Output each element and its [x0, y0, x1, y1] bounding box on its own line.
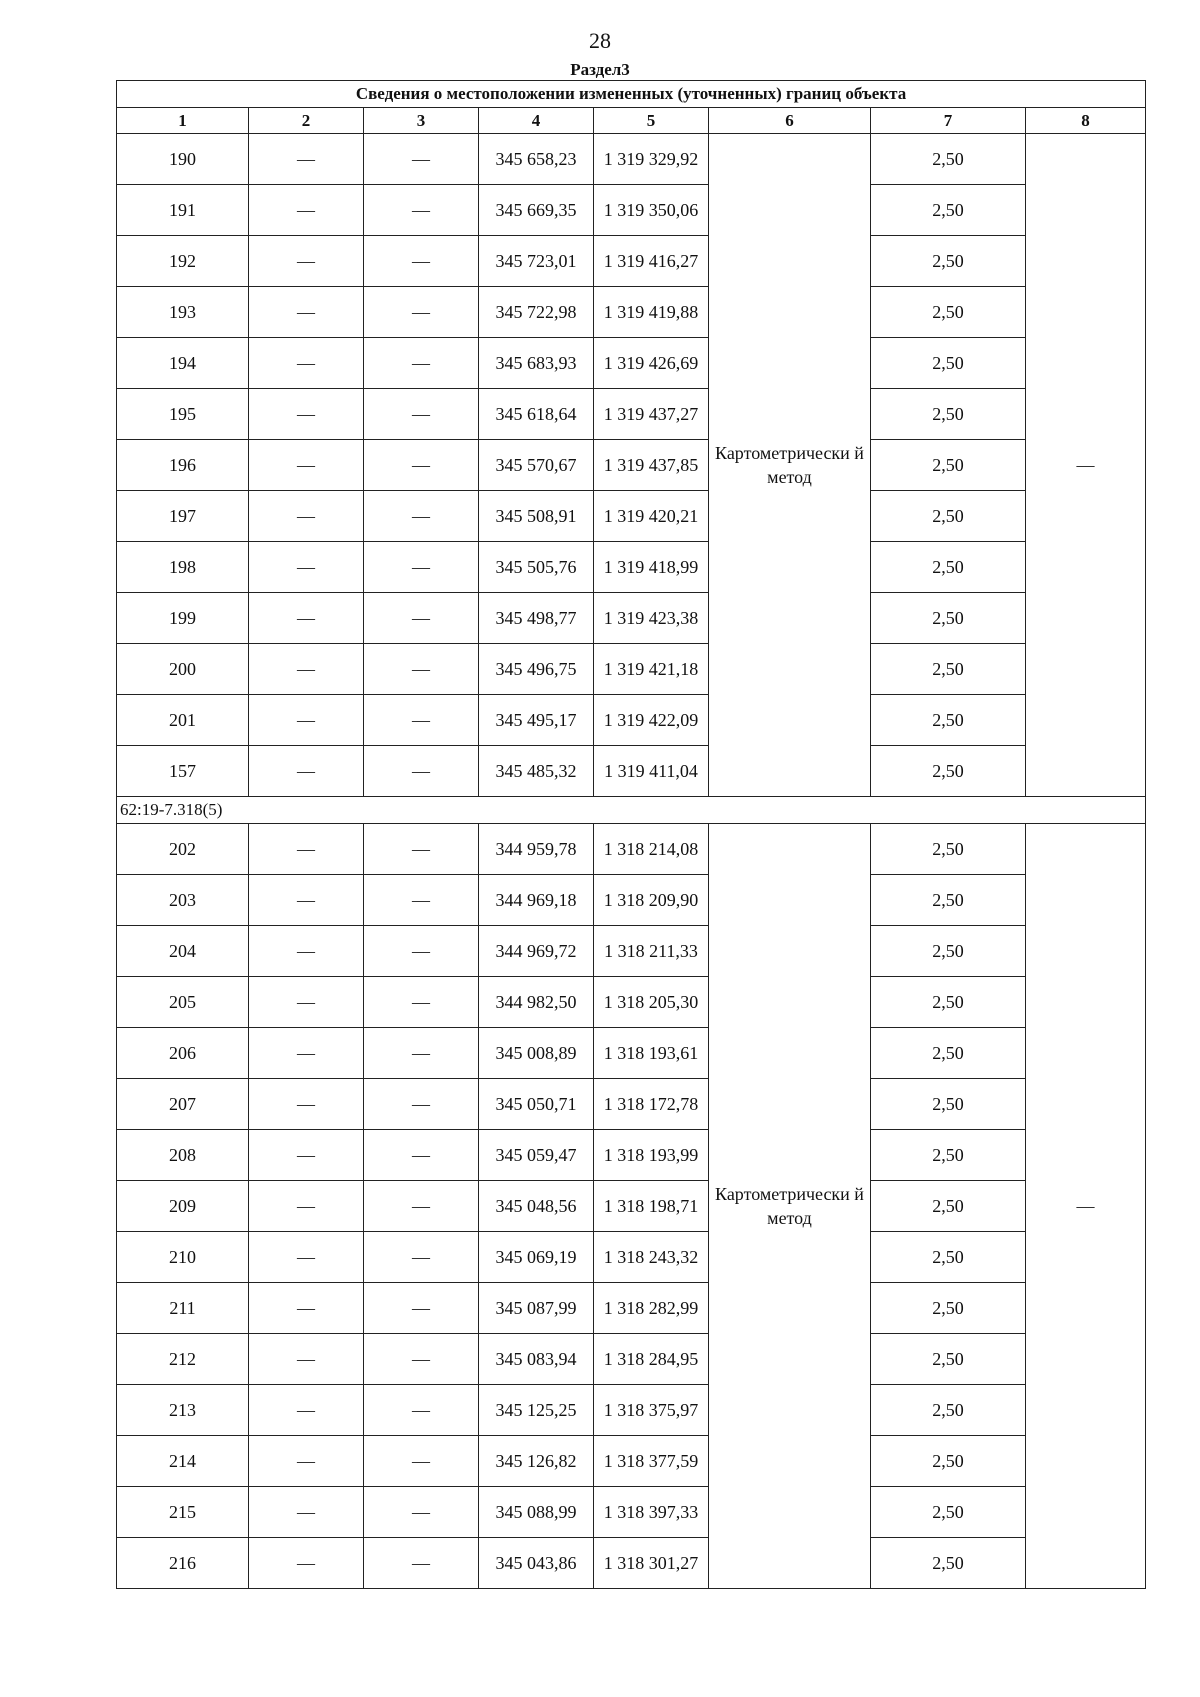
- accuracy-cell: 2,50: [871, 491, 1026, 542]
- y-coordinate-cell: 1 318 284,95: [594, 1334, 709, 1385]
- y-coordinate-cell: 1 319 423,38: [594, 593, 709, 644]
- col3-dash-cell: —: [364, 1538, 479, 1589]
- y-coordinate-cell: 1 319 426,69: [594, 338, 709, 389]
- x-coordinate-cell: 345 505,76: [479, 542, 594, 593]
- x-coordinate-cell: 345 683,93: [479, 338, 594, 389]
- point-number-cell: 204: [117, 926, 249, 977]
- col3-dash-cell: —: [364, 1130, 479, 1181]
- accuracy-cell: 2,50: [871, 185, 1026, 236]
- col2-dash-cell: —: [249, 824, 364, 875]
- point-number-cell: 210: [117, 1232, 249, 1283]
- accuracy-cell: 2,50: [871, 644, 1026, 695]
- y-coordinate-cell: 1 318 193,61: [594, 1028, 709, 1079]
- x-coordinate-cell: 344 982,50: [479, 977, 594, 1028]
- y-coordinate-cell: 1 318 282,99: [594, 1283, 709, 1334]
- y-coordinate-cell: 1 319 419,88: [594, 287, 709, 338]
- col2-dash-cell: —: [249, 236, 364, 287]
- table-row: [117, 389, 1146, 440]
- point-number-cell: 199: [117, 593, 249, 644]
- accuracy-cell: 2,50: [871, 542, 1026, 593]
- accuracy-cell: 2,50: [871, 1538, 1026, 1589]
- table-row: [117, 134, 1146, 185]
- y-coordinate-cell: 1 318 172,78: [594, 1079, 709, 1130]
- accuracy-cell: 2,50: [871, 440, 1026, 491]
- accuracy-cell: 2,50: [871, 926, 1026, 977]
- x-coordinate-cell: 345 087,99: [479, 1283, 594, 1334]
- section-title: Раздел3: [570, 60, 630, 79]
- parcel-group-row: [117, 797, 1146, 824]
- col2-dash-cell: —: [249, 287, 364, 338]
- col2-dash-cell: —: [249, 644, 364, 695]
- col3-dash-cell: —: [364, 1232, 479, 1283]
- col2-dash-cell: —: [249, 440, 364, 491]
- col2-dash-cell: —: [249, 1385, 364, 1436]
- table-row: [117, 287, 1146, 338]
- y-coordinate-cell: 1 319 420,21: [594, 491, 709, 542]
- accuracy-cell: 2,50: [871, 1334, 1026, 1385]
- col2-dash-cell: —: [249, 389, 364, 440]
- col2-dash-cell: —: [249, 746, 364, 797]
- point-number-cell: 216: [117, 1538, 249, 1589]
- x-coordinate-cell: 344 969,18: [479, 875, 594, 926]
- x-coordinate-cell: 345 570,67: [479, 440, 594, 491]
- point-number-cell: 197: [117, 491, 249, 542]
- table-row: [117, 1385, 1146, 1436]
- y-coordinate-cell: 1 319 421,18: [594, 644, 709, 695]
- col3-dash-cell: —: [364, 1385, 479, 1436]
- col2-dash-cell: —: [249, 977, 364, 1028]
- col3-dash-cell: —: [364, 1283, 479, 1334]
- boundary-coordinates-table: [116, 80, 1146, 1589]
- point-number-cell: 209: [117, 1181, 249, 1232]
- y-coordinate-cell: 1 318 211,33: [594, 926, 709, 977]
- accuracy-cell: 2,50: [871, 1028, 1026, 1079]
- point-number-cell: 191: [117, 185, 249, 236]
- col3-dash-cell: —: [364, 746, 479, 797]
- point-number-cell: 192: [117, 236, 249, 287]
- table-row: [117, 824, 1146, 875]
- col8-dash-cell: —: [1026, 134, 1146, 797]
- col2-dash-cell: —: [249, 1232, 364, 1283]
- table-row: [117, 1079, 1146, 1130]
- x-coordinate-cell: 345 059,47: [479, 1130, 594, 1181]
- column-header: 5: [594, 108, 709, 134]
- accuracy-cell: 2,50: [871, 1232, 1026, 1283]
- col2-dash-cell: —: [249, 695, 364, 746]
- accuracy-cell: 2,50: [871, 977, 1026, 1028]
- point-number-cell: 194: [117, 338, 249, 389]
- x-coordinate-cell: 344 959,78: [479, 824, 594, 875]
- col2-dash-cell: —: [249, 926, 364, 977]
- col3-dash-cell: —: [364, 1487, 479, 1538]
- x-coordinate-cell: 345 083,94: [479, 1334, 594, 1385]
- col2-dash-cell: —: [249, 1079, 364, 1130]
- col2-dash-cell: —: [249, 1538, 364, 1589]
- x-coordinate-cell: 345 008,89: [479, 1028, 594, 1079]
- x-coordinate-cell: 345 069,19: [479, 1232, 594, 1283]
- y-coordinate-cell: 1 319 437,85: [594, 440, 709, 491]
- x-coordinate-cell: 345 496,75: [479, 644, 594, 695]
- point-number-cell: 190: [117, 134, 249, 185]
- col8-dash-cell: —: [1026, 824, 1146, 1589]
- point-number-cell: 214: [117, 1436, 249, 1487]
- table-row: [117, 1130, 1146, 1181]
- col3-dash-cell: —: [364, 491, 479, 542]
- accuracy-cell: 2,50: [871, 236, 1026, 287]
- x-coordinate-cell: 345 722,98: [479, 287, 594, 338]
- col3-dash-cell: —: [364, 1334, 479, 1385]
- col2-dash-cell: —: [249, 875, 364, 926]
- y-coordinate-cell: 1 318 301,27: [594, 1538, 709, 1589]
- col2-dash-cell: —: [249, 1130, 364, 1181]
- table-row: [117, 338, 1146, 389]
- accuracy-cell: 2,50: [871, 1283, 1026, 1334]
- table-row: [117, 644, 1146, 695]
- point-number-cell: 215: [117, 1487, 249, 1538]
- column-header: 1: [117, 108, 249, 134]
- method-cell: Картометрически й метод: [709, 824, 871, 1589]
- x-coordinate-cell: 345 048,56: [479, 1181, 594, 1232]
- col2-dash-cell: —: [249, 542, 364, 593]
- accuracy-cell: 2,50: [871, 824, 1026, 875]
- y-coordinate-cell: 1 318 205,30: [594, 977, 709, 1028]
- col3-dash-cell: —: [364, 1079, 479, 1130]
- col2-dash-cell: —: [249, 1436, 364, 1487]
- table-row: [117, 542, 1146, 593]
- point-number-cell: 212: [117, 1334, 249, 1385]
- table-row: [117, 236, 1146, 287]
- x-coordinate-cell: 345 043,86: [479, 1538, 594, 1589]
- col2-dash-cell: —: [249, 1181, 364, 1232]
- col2-dash-cell: —: [249, 134, 364, 185]
- col3-dash-cell: —: [364, 926, 479, 977]
- point-number-cell: 203: [117, 875, 249, 926]
- col3-dash-cell: —: [364, 185, 479, 236]
- table-row: [117, 440, 1146, 491]
- accuracy-cell: 2,50: [871, 338, 1026, 389]
- table-caption: Сведения о местоположении измененных (уточненных) границ объекта: [117, 81, 1146, 108]
- x-coordinate-cell: 345 669,35: [479, 185, 594, 236]
- y-coordinate-cell: 1 319 437,27: [594, 389, 709, 440]
- table-row: [117, 926, 1146, 977]
- x-coordinate-cell: 345 088,99: [479, 1487, 594, 1538]
- x-coordinate-cell: 345 485,32: [479, 746, 594, 797]
- y-coordinate-cell: 1 318 209,90: [594, 875, 709, 926]
- accuracy-cell: 2,50: [871, 1181, 1026, 1232]
- x-coordinate-cell: 345 126,82: [479, 1436, 594, 1487]
- col3-dash-cell: —: [364, 824, 479, 875]
- col3-dash-cell: —: [364, 287, 479, 338]
- table-row: [117, 1538, 1146, 1589]
- col2-dash-cell: —: [249, 1334, 364, 1385]
- table-row: [117, 1436, 1146, 1487]
- y-coordinate-cell: 1 318 377,59: [594, 1436, 709, 1487]
- point-number-cell: 207: [117, 1079, 249, 1130]
- col3-dash-cell: —: [364, 875, 479, 926]
- method-cell: Картометрически й метод: [709, 134, 871, 797]
- table-row: [117, 746, 1146, 797]
- y-coordinate-cell: 1 318 214,08: [594, 824, 709, 875]
- point-number-cell: 211: [117, 1283, 249, 1334]
- table-row: [117, 695, 1146, 746]
- column-header: 8: [1026, 108, 1146, 134]
- col3-dash-cell: —: [364, 134, 479, 185]
- accuracy-cell: 2,50: [871, 593, 1026, 644]
- col3-dash-cell: —: [364, 389, 479, 440]
- y-coordinate-cell: 1 318 375,97: [594, 1385, 709, 1436]
- col3-dash-cell: —: [364, 542, 479, 593]
- column-header: 7: [871, 108, 1026, 134]
- y-coordinate-cell: 1 318 243,32: [594, 1232, 709, 1283]
- accuracy-cell: 2,50: [871, 695, 1026, 746]
- page-number: 28: [589, 28, 611, 53]
- accuracy-cell: 2,50: [871, 1436, 1026, 1487]
- col2-dash-cell: —: [249, 1028, 364, 1079]
- y-coordinate-cell: 1 319 416,27: [594, 236, 709, 287]
- accuracy-cell: 2,50: [871, 746, 1026, 797]
- table-row: [117, 593, 1146, 644]
- col2-dash-cell: —: [249, 491, 364, 542]
- col2-dash-cell: —: [249, 338, 364, 389]
- y-coordinate-cell: 1 319 418,99: [594, 542, 709, 593]
- y-coordinate-cell: 1 319 422,09: [594, 695, 709, 746]
- table-row: [117, 1181, 1146, 1232]
- table-row: [117, 491, 1146, 542]
- y-coordinate-cell: 1 319 411,04: [594, 746, 709, 797]
- col3-dash-cell: —: [364, 977, 479, 1028]
- x-coordinate-cell: 345 495,17: [479, 695, 594, 746]
- point-number-cell: 157: [117, 746, 249, 797]
- point-number-cell: 206: [117, 1028, 249, 1079]
- col3-dash-cell: —: [364, 338, 479, 389]
- y-coordinate-cell: 1 318 397,33: [594, 1487, 709, 1538]
- accuracy-cell: 2,50: [871, 1130, 1026, 1181]
- table-row: [117, 185, 1146, 236]
- table-row: [117, 1232, 1146, 1283]
- accuracy-cell: 2,50: [871, 134, 1026, 185]
- x-coordinate-cell: 345 050,71: [479, 1079, 594, 1130]
- point-number-cell: 198: [117, 542, 249, 593]
- point-number-cell: 195: [117, 389, 249, 440]
- point-number-cell: 200: [117, 644, 249, 695]
- point-number-cell: 208: [117, 1130, 249, 1181]
- accuracy-cell: 2,50: [871, 389, 1026, 440]
- accuracy-cell: 2,50: [871, 287, 1026, 338]
- point-number-cell: 213: [117, 1385, 249, 1436]
- y-coordinate-cell: 1 318 193,99: [594, 1130, 709, 1181]
- col2-dash-cell: —: [249, 1283, 364, 1334]
- col3-dash-cell: —: [364, 695, 479, 746]
- col3-dash-cell: —: [364, 1436, 479, 1487]
- y-coordinate-cell: 1 319 350,06: [594, 185, 709, 236]
- point-number-cell: 205: [117, 977, 249, 1028]
- point-number-cell: 202: [117, 824, 249, 875]
- column-header: 3: [364, 108, 479, 134]
- y-coordinate-cell: 1 318 198,71: [594, 1181, 709, 1232]
- point-number-cell: 193: [117, 287, 249, 338]
- table-row: [117, 1028, 1146, 1079]
- col2-dash-cell: —: [249, 1487, 364, 1538]
- point-number-cell: 196: [117, 440, 249, 491]
- accuracy-cell: 2,50: [871, 1079, 1026, 1130]
- table-row: [117, 1334, 1146, 1385]
- point-number-cell: 201: [117, 695, 249, 746]
- y-coordinate-cell: 1 319 329,92: [594, 134, 709, 185]
- table-row: [117, 977, 1146, 1028]
- table-row: [117, 1283, 1146, 1334]
- accuracy-cell: 2,50: [871, 875, 1026, 926]
- table-row: [117, 1487, 1146, 1538]
- x-coordinate-cell: 345 723,01: [479, 236, 594, 287]
- col2-dash-cell: —: [249, 593, 364, 644]
- table-row: [117, 875, 1146, 926]
- col2-dash-cell: —: [249, 185, 364, 236]
- col3-dash-cell: —: [364, 236, 479, 287]
- column-header: 6: [709, 108, 871, 134]
- col3-dash-cell: —: [364, 644, 479, 695]
- col3-dash-cell: —: [364, 1181, 479, 1232]
- x-coordinate-cell: 344 969,72: [479, 926, 594, 977]
- col3-dash-cell: —: [364, 440, 479, 491]
- table-body: [117, 134, 1146, 1589]
- x-coordinate-cell: 345 508,91: [479, 491, 594, 542]
- col3-dash-cell: —: [364, 593, 479, 644]
- x-coordinate-cell: 345 618,64: [479, 389, 594, 440]
- x-coordinate-cell: 345 658,23: [479, 134, 594, 185]
- parcel-number-label: 62:19-7.318(5): [117, 797, 1146, 824]
- column-header: 2: [249, 108, 364, 134]
- col3-dash-cell: —: [364, 1028, 479, 1079]
- column-header: 4: [479, 108, 594, 134]
- x-coordinate-cell: 345 125,25: [479, 1385, 594, 1436]
- column-header-row: [117, 108, 1146, 134]
- accuracy-cell: 2,50: [871, 1487, 1026, 1538]
- x-coordinate-cell: 345 498,77: [479, 593, 594, 644]
- accuracy-cell: 2,50: [871, 1385, 1026, 1436]
